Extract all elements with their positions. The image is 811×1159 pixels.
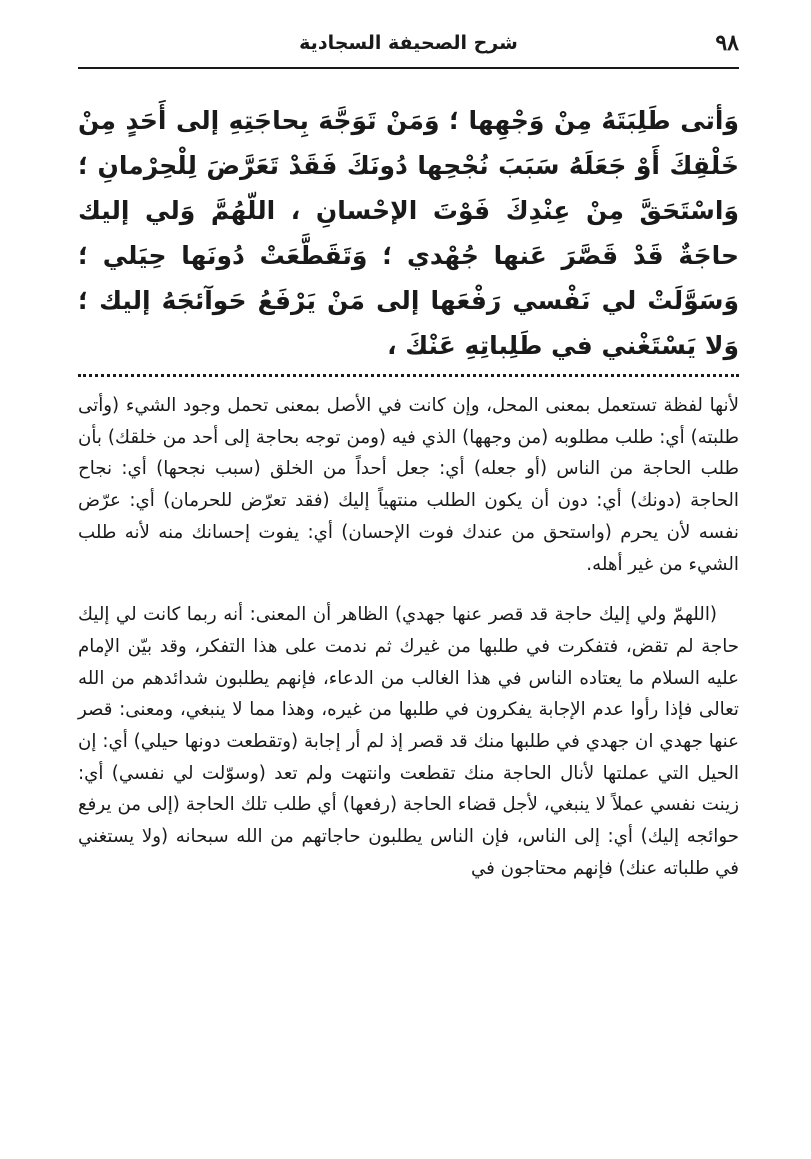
commentary-paragraph-1: لأنها لفظة تستعمل بمعنى المحل، وإن كانت في الأصل بمعنى تحمل وجود الشيء (وأتى طلبته) أي: طلب مطلوبه (من وجهها) الذي فيه (ومن توجه بحاجة إلى أحد من خلقك) بأن طلب الحاجة من الناس (أو جعله) أي: جعل أحداً من الخلق (سبب نجحها) أي: نجاح الحاجة (دونك) أي: دون أن يكون الطلب منتهياً إليك (فقد تعرّض للحرمان) أي: عرّض نفسه لأن يحرم (واستحق من عندك فوت الإحسان) أي: يفوت إحسانك منه لأنه طلب الشيء من غير أهله. [78,395,739,575]
supplication-text: وَأتى طَلِبَتَهُ مِنْ وَجْهِها ؛ وَمَنْ تَوَجَّهَ بِحاجَتِهِ إلى أَحَدٍ مِنْ خَلْقِكَ أَوْ جَعَلَهُ سَبَبَ نُجْحِها دُونَكَ فَقَدْ تَعَرَّضَ لِلْحِرْمانِ ؛ وَاسْتَحَقَّ مِنْ عِنْدِكَ فَوْتَ الإحْسانِ ، اللّهُمَّ وَلي إليك حاجَةٌ قَدْ قَصَّرَ عَنها جُهْدي ؛ وَتَقَطَّعَتْ دُونَها حِيَلي ؛ وَسَوَّلَتْ لي نَفْسي رَفْعَها إلى مَنْ يَرْفَعُ حَوآئجَهُ إليك ؛ وَلا يَسْتَغْني في طَلِباتِهِ عَنْكَ ، [78,106,739,360]
header-divider [78,67,739,69]
page-header [78,30,739,62]
page-number: ٩٨ [715,30,739,56]
running-title: شرح الصحيفة السجادية [299,32,518,54]
commentary-paragraph-2: (اللهمّ ولي إليك حاجة قد قصر عنها جهدي) الظاهر أن المعنى: أنه ربما كانت لي إليك حاجة لم تقض، فتفكرت في طلبها من غيرك ثم ندمت على هذا التفكر، وقد بيّن الإمام عليه السلام ما يعتاده الناس في هذا الغالب من الدعاء، فإنهم يطلبون شدائدهم من الله تعالى فإذا رأوا عدم الإجابة يفكرون في طلبها من غيره، وهذا مما لا ينبغي، ومعنى: قصر عنها جهدي ان جهدي في طلبها منك قد قصر إذ لم أر إجابة (وتقطعت دونها حيلي) أي: إن الحيل التي عملتها لأنال الحاجة منك تقطعت وانتهت ولم تعد (وسوّلت لي نفسي) أي: زينت نفسي عملاً لا ينبغي، لأجل قضاء الحاجة (رفعها) أي طلب تلك الحاجة (إلى من يرفع حوائجه إليك) أي: إلى الناس، فإن الناس يطلبون حاجاتهم من الله سبحانه (ولا يستغني في طلباته عنك) فإنهم محتاجون في [78,604,739,879]
commentary [78,390,739,885]
dotted-divider [78,374,739,377]
